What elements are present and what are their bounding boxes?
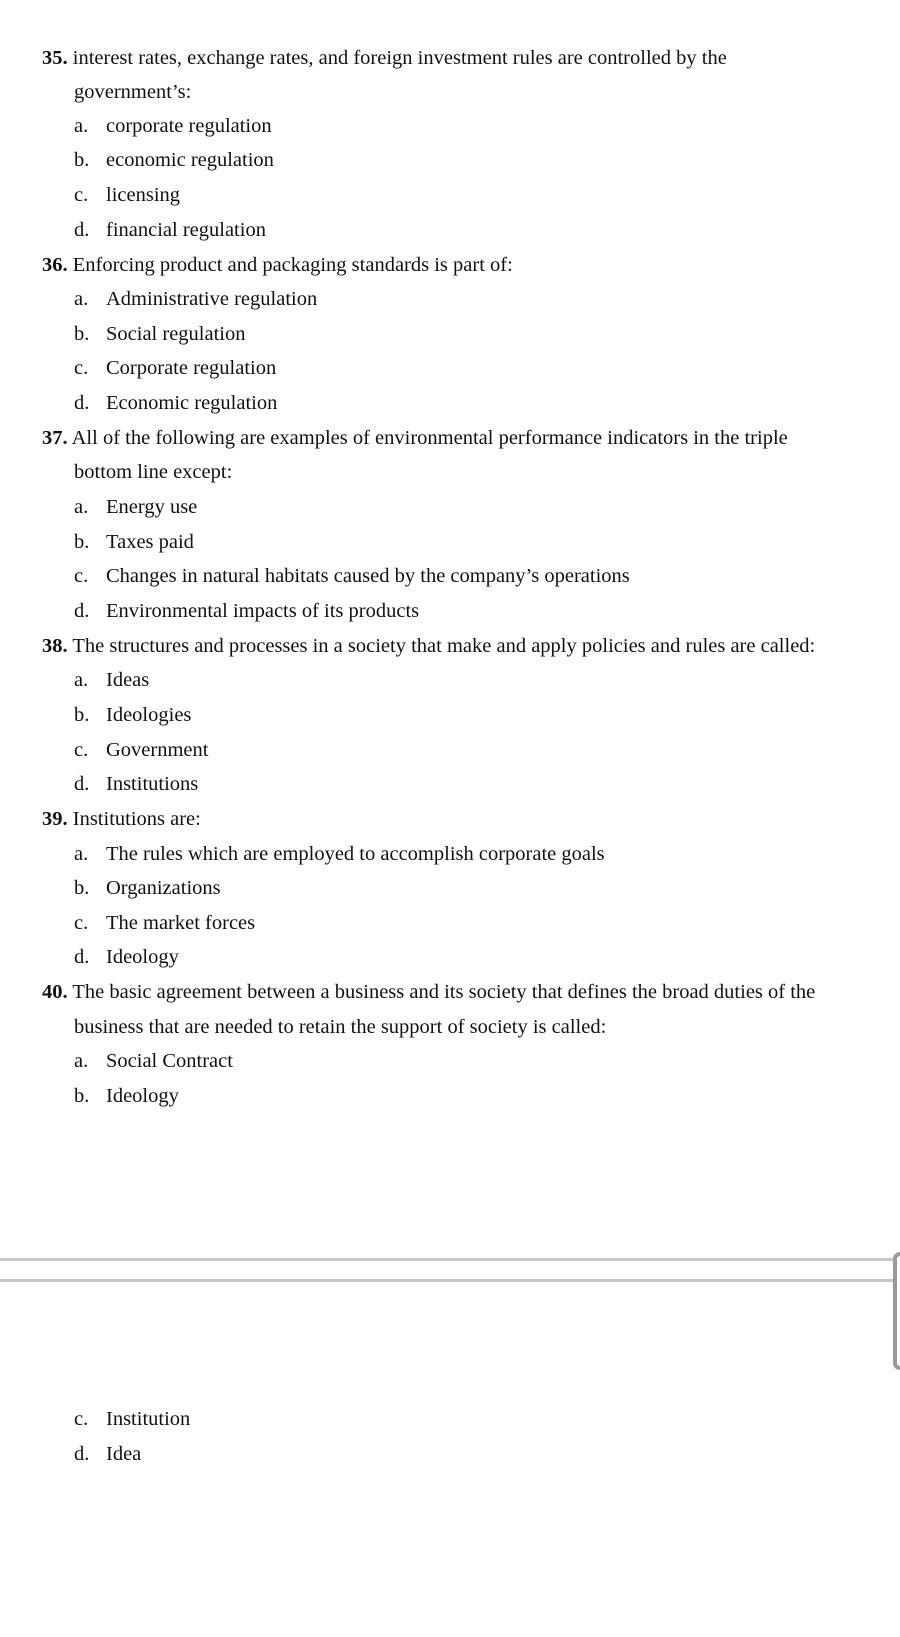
option-37-a — [74, 495, 197, 519]
option-text: The rules which are employed to accomplish corporate goals — [106, 843, 605, 865]
option-40-a — [74, 1049, 233, 1073]
question-35-line-2: government’s: — [74, 81, 192, 103]
option-text: Government — [106, 739, 209, 761]
question-text: The structures and processes in a society that make and apply policies and rules are called: — [72, 635, 816, 657]
question-number: 39. — [42, 808, 68, 830]
question-40-line-1 — [42, 980, 815, 1004]
option-letter: a. — [74, 669, 89, 691]
option-letter: b. — [74, 1085, 90, 1107]
option-36-a — [74, 287, 317, 311]
option-letter: b. — [74, 531, 90, 553]
option-letter: d. — [74, 392, 90, 414]
option-38-d — [74, 772, 198, 796]
option-text: Institution — [106, 1408, 191, 1430]
option-39-b — [74, 876, 221, 900]
option-39-c — [74, 911, 255, 935]
scroll-handle[interactable] — [893, 1252, 900, 1370]
option-35-b — [74, 148, 274, 172]
option-40-b — [74, 1084, 179, 1108]
option-text: Environmental impacts of its products — [106, 600, 420, 622]
option-letter: a. — [74, 843, 89, 865]
option-letter: d. — [74, 600, 90, 622]
option-37-d — [74, 599, 419, 623]
option-letter: b. — [74, 877, 90, 899]
option-text: Changes in natural habitats caused by the company’s operations — [106, 565, 630, 587]
option-36-b — [74, 322, 245, 346]
option-35-c — [74, 183, 180, 207]
question-number: 35. — [42, 47, 68, 69]
question-40-line-2: business that are needed to retain the support of society is called: — [74, 1016, 607, 1038]
option-letter: d. — [74, 946, 90, 968]
option-text: financial regulation — [106, 219, 266, 241]
question-38-line-1 — [42, 634, 815, 658]
option-letter: c. — [74, 739, 89, 761]
option-text: corporate regulation — [106, 115, 272, 137]
option-text: Ideologies — [106, 704, 192, 726]
question-39-line-1 — [42, 807, 201, 831]
option-text: Social regulation — [106, 323, 246, 345]
option-text: economic regulation — [106, 149, 274, 171]
option-37-c — [74, 564, 630, 588]
option-letter: b. — [74, 323, 90, 345]
option-text: Economic regulation — [106, 392, 278, 414]
option-text: Ideology — [106, 1085, 179, 1107]
question-text: Institutions are: — [72, 808, 201, 830]
option-35-a — [74, 114, 272, 138]
question-text: All of the following are examples of environmental performance indicators in the triple — [71, 427, 788, 449]
option-letter: a. — [74, 1050, 89, 1072]
option-letter: c. — [74, 357, 89, 379]
question-35-line-1 — [42, 46, 727, 70]
option-letter: b. — [74, 149, 90, 171]
option-letter: d. — [74, 773, 90, 795]
option-letter: c. — [74, 565, 89, 587]
option-36-d — [74, 391, 277, 415]
option-text: Idea — [106, 1443, 142, 1465]
option-letter: a. — [74, 496, 89, 518]
option-letter: d. — [74, 1443, 90, 1465]
option-letter: c. — [74, 1408, 89, 1430]
option-40-d — [74, 1442, 141, 1466]
option-letter: a. — [74, 288, 89, 310]
option-39-a — [74, 842, 605, 866]
option-text: Administrative regulation — [106, 288, 318, 310]
option-letter: c. — [74, 184, 89, 206]
question-37-line-1 — [42, 426, 788, 450]
option-letter: d. — [74, 219, 90, 241]
question-text: interest rates, exchange rates, and foreign investment rules are controlled by the — [72, 47, 727, 69]
option-letter: b. — [74, 704, 90, 726]
question-text: Enforcing product and packaging standards is part of: — [72, 254, 513, 276]
question-number: 38. — [42, 635, 68, 657]
option-40-c — [74, 1407, 190, 1431]
option-letter: c. — [74, 912, 89, 934]
question-37-line-2: bottom line except: — [74, 461, 233, 483]
option-37-b — [74, 530, 194, 554]
option-text: Institutions — [106, 773, 199, 795]
option-38-b — [74, 703, 191, 727]
page-break-divider-top — [0, 1258, 900, 1261]
option-38-c — [74, 738, 208, 762]
option-text: The market forces — [106, 912, 256, 934]
option-letter: a. — [74, 115, 89, 137]
option-text: Ideas — [106, 669, 150, 691]
option-38-a — [74, 668, 149, 692]
page-break-divider-bottom — [0, 1279, 900, 1282]
question-number: 36. — [42, 254, 68, 276]
option-35-d — [74, 218, 266, 242]
option-text: Organizations — [106, 877, 221, 899]
option-text: Taxes paid — [106, 531, 194, 553]
option-text: Ideology — [106, 946, 179, 968]
option-text: Corporate regulation — [106, 357, 277, 379]
option-36-c — [74, 356, 276, 380]
option-39-d — [74, 945, 179, 969]
question-number: 40. — [42, 981, 68, 1003]
option-text: Energy use — [106, 496, 198, 518]
option-text: Social Contract — [106, 1050, 233, 1072]
option-text: licensing — [106, 184, 181, 206]
question-36-line-1 — [42, 253, 513, 277]
question-text: The basic agreement between a business and its society that defines the broad duties of the — [72, 981, 816, 1003]
question-number: 37. — [42, 427, 68, 449]
